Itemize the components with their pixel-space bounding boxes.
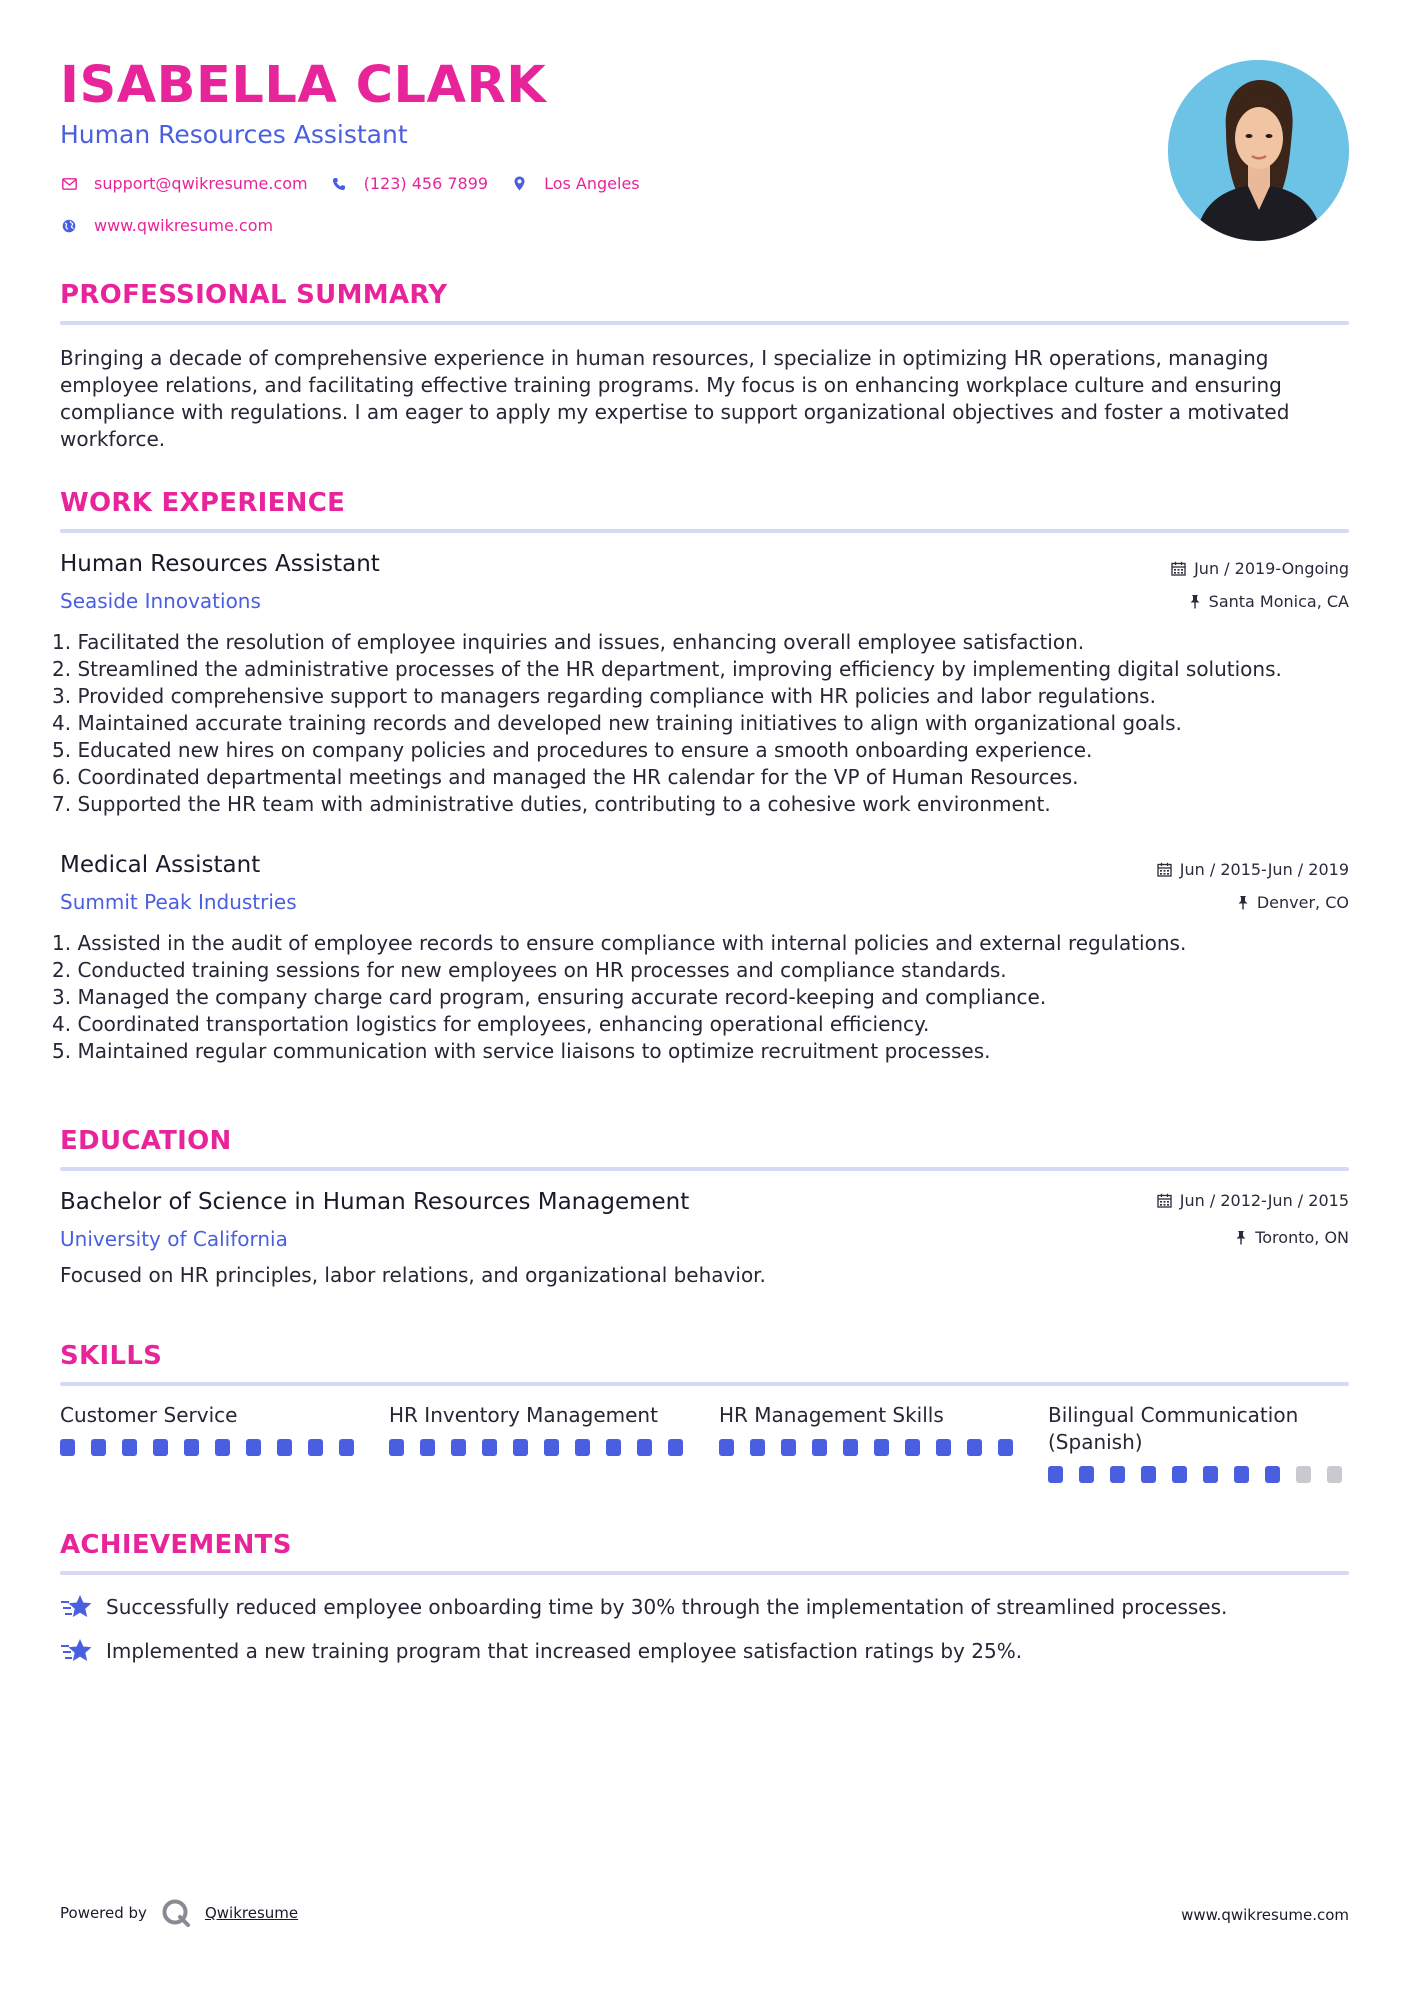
skill-rating	[60, 1439, 360, 1456]
skill-dot-filled	[637, 1439, 652, 1456]
skill-item	[1048, 1402, 1348, 1483]
skill-item	[389, 1402, 689, 1456]
list-item: 5. Educated new hires on company policies and procedures to ensure a smooth onboarding experience.	[52, 738, 1093, 762]
job-title: Medical Assistant	[60, 852, 261, 878]
calendar-icon	[1157, 862, 1172, 877]
job-bullets	[52, 930, 1352, 1065]
skill-dot-filled	[184, 1439, 199, 1456]
skill-dot-empty	[1296, 1466, 1311, 1483]
skill-dot-filled	[905, 1439, 920, 1456]
calendar-icon	[1157, 1193, 1172, 1208]
skill-dot-filled	[308, 1439, 323, 1456]
skill-dot-filled	[1203, 1466, 1218, 1483]
footer-website[interactable]: www.qwikresume.com	[1181, 1906, 1349, 1924]
skill-dot-filled	[451, 1439, 466, 1456]
skill-rating	[389, 1439, 689, 1456]
skill-dot-filled	[153, 1439, 168, 1456]
education-location	[1235, 1228, 1349, 1247]
list-item: 7. Supported the HR team with administrative duties, contributing to a cohesive work environment.	[52, 792, 1051, 816]
skill-dot-filled	[544, 1439, 559, 1456]
job-dates-text: Jun / 2015-Jun / 2019	[1179, 860, 1349, 879]
phone-icon	[330, 175, 348, 193]
skill-dot-filled	[843, 1439, 858, 1456]
job-dates-text: Jun / 2019-Ongoing	[1194, 559, 1349, 578]
job-location	[1189, 592, 1349, 611]
skill-dot-filled	[215, 1439, 230, 1456]
education-degree: Bachelor of Science in Human Resources Management	[60, 1189, 690, 1215]
job-bullets	[52, 629, 1352, 818]
skill-dot-filled	[1265, 1466, 1280, 1483]
job-title: Human Resources Assistant	[60, 551, 380, 577]
skill-dot-filled	[936, 1439, 951, 1456]
skill-dot-filled	[874, 1439, 889, 1456]
contact-row-web	[60, 216, 295, 235]
job-location-text: Santa Monica, CA	[1208, 592, 1349, 611]
skill-dot-filled	[719, 1439, 734, 1456]
section-divider	[60, 1167, 1349, 1171]
summary-text: Bringing a decade of comprehensive experience in human resources, I specialize in optimizing HR operations, managing employee relations, and facilitating effective training programs. My focus is on enhancing workplace culture and ensuring compliance with regulations. I am eager to apply my expertise to support organizational objectives and foster a motivated workforce.	[60, 346, 1290, 451]
skill-name: HR Inventory Management	[389, 1403, 658, 1427]
candidate-name: ISABELLA CLARK	[60, 56, 547, 115]
powered-by-label: Powered by	[60, 1904, 147, 1922]
section-title-education: EDUCATION	[60, 1126, 232, 1156]
calendar-icon	[1171, 561, 1186, 576]
skill-rating	[719, 1439, 1019, 1456]
skill-dot-filled	[812, 1439, 827, 1456]
section-divider	[60, 1571, 1349, 1575]
job-dates	[1157, 860, 1349, 879]
skill-name: Bilingual Communication (Spanish)	[1048, 1403, 1299, 1454]
education-dates-text: Jun / 2012-Jun / 2015	[1179, 1191, 1349, 1210]
skill-name: HR Management Skills	[719, 1403, 944, 1427]
achievement-item	[60, 1592, 1227, 1622]
map-pin-icon	[510, 175, 528, 193]
section-divider	[60, 321, 1349, 325]
achievement-text: Successfully reduced employee onboarding time by 30% through the implementation of streamlined processes.	[106, 1595, 1228, 1619]
website-text: www.qwikresume.com	[94, 216, 274, 235]
pushpin-icon	[1235, 1230, 1247, 1245]
list-item: 3. Provided comprehensive support to managers regarding compliance with HR policies and labor regulations.	[52, 684, 1156, 708]
section-divider	[60, 1382, 1349, 1386]
footer-powered-by	[60, 1898, 298, 1928]
section-title-summary: PROFESSIONAL SUMMARY	[60, 280, 448, 310]
profile-photo	[1168, 60, 1349, 241]
skill-dot-filled	[575, 1439, 590, 1456]
envelope-icon	[60, 175, 78, 193]
section-title-skills: SKILLS	[60, 1341, 163, 1371]
skill-dot-filled	[122, 1439, 137, 1456]
section-divider	[60, 529, 1349, 533]
skill-dot-filled	[1234, 1466, 1249, 1483]
skill-dot-filled	[91, 1439, 106, 1456]
skill-dot-empty	[1327, 1466, 1342, 1483]
skill-dot-filled	[998, 1439, 1013, 1456]
list-item: 2. Conducted training sessions for new employees on HR processes and compliance standards.	[52, 958, 1007, 982]
star-icon	[60, 1592, 94, 1622]
skill-name: Customer Service	[60, 1403, 238, 1427]
skill-dot-filled	[482, 1439, 497, 1456]
education-school: University of California	[60, 1227, 288, 1251]
list-item: 4. Coordinated transportation logistics for employees, enhancing operational efficiency.	[52, 1012, 930, 1036]
candidate-title: Human Resources Assistant	[60, 120, 408, 149]
skill-dot-filled	[750, 1439, 765, 1456]
education-location-text: Toronto, ON	[1255, 1228, 1349, 1247]
pushpin-icon	[1189, 594, 1201, 609]
skill-dot-filled	[967, 1439, 982, 1456]
qwikresume-logo-icon	[161, 1898, 191, 1928]
contact-website[interactable]	[60, 216, 273, 235]
skill-dot-filled	[668, 1439, 683, 1456]
skill-dot-filled	[513, 1439, 528, 1456]
skill-rating	[1048, 1466, 1348, 1483]
contact-email[interactable]	[60, 174, 308, 193]
brand-link[interactable]: Qwikresume	[204, 1904, 299, 1922]
job-location	[1237, 893, 1349, 912]
job-company: Seaside Innovations	[60, 589, 261, 613]
skill-dot-filled	[1141, 1466, 1156, 1483]
list-item: 4. Maintained accurate training records and developed new training initiatives to align with organizational goals.	[52, 711, 1182, 735]
contact-phone[interactable]	[330, 174, 488, 193]
skill-dot-filled	[246, 1439, 261, 1456]
pushpin-icon	[1237, 895, 1249, 910]
job-dates	[1171, 559, 1349, 578]
list-item: 2. Streamlined the administrative processes of the HR department, improving efficiency by implementing digital solutions.	[52, 657, 1282, 681]
skill-item	[60, 1402, 360, 1456]
list-item: 1. Assisted in the audit of employee records to ensure compliance with internal policies and external regulations.	[52, 931, 1187, 955]
education-description: Focused on HR principles, labor relations, and organizational behavior.	[60, 1263, 766, 1287]
list-item: 5. Maintained regular communication with service liaisons to optimize recruitment processes.	[52, 1039, 991, 1063]
location-text: Los Angeles	[544, 174, 640, 193]
education-dates	[1157, 1191, 1349, 1210]
skill-dot-filled	[1048, 1466, 1063, 1483]
skill-dot-filled	[1110, 1466, 1125, 1483]
skill-item	[719, 1402, 1019, 1456]
contact-location	[510, 174, 640, 193]
list-item: 6. Coordinated departmental meetings and managed the HR calendar for the VP of Human Resources.	[52, 765, 1079, 789]
skill-dot-filled	[339, 1439, 354, 1456]
skill-dot-filled	[420, 1439, 435, 1456]
section-title-experience: WORK EXPERIENCE	[60, 488, 346, 518]
globe-icon	[60, 217, 78, 235]
phone-text: (123) 456 7899	[363, 174, 489, 193]
skill-dot-filled	[1079, 1466, 1094, 1483]
contact-row	[60, 174, 662, 193]
achievement-text: Implemented a new training program that increased employee satisfaction ratings by 25%.	[106, 1639, 1023, 1663]
list-item: 3. Managed the company charge card program, ensuring accurate record-keeping and compliance.	[52, 985, 1047, 1009]
job-location-text: Denver, CO	[1256, 893, 1349, 912]
email-text: support@qwikresume.com	[94, 174, 308, 193]
skill-dot-filled	[389, 1439, 404, 1456]
star-icon	[60, 1636, 94, 1666]
achievement-item	[60, 1636, 1022, 1666]
skill-dot-filled	[277, 1439, 292, 1456]
list-item: 1. Facilitated the resolution of employee inquiries and issues, enhancing overall employee satisfaction.	[52, 630, 1085, 654]
section-title-achievements: ACHIEVEMENTS	[60, 1530, 292, 1560]
job-company: Summit Peak Industries	[60, 890, 297, 914]
skill-dot-filled	[781, 1439, 796, 1456]
skill-dot-filled	[606, 1439, 621, 1456]
skill-dot-filled	[60, 1439, 75, 1456]
skill-dot-filled	[1172, 1466, 1187, 1483]
